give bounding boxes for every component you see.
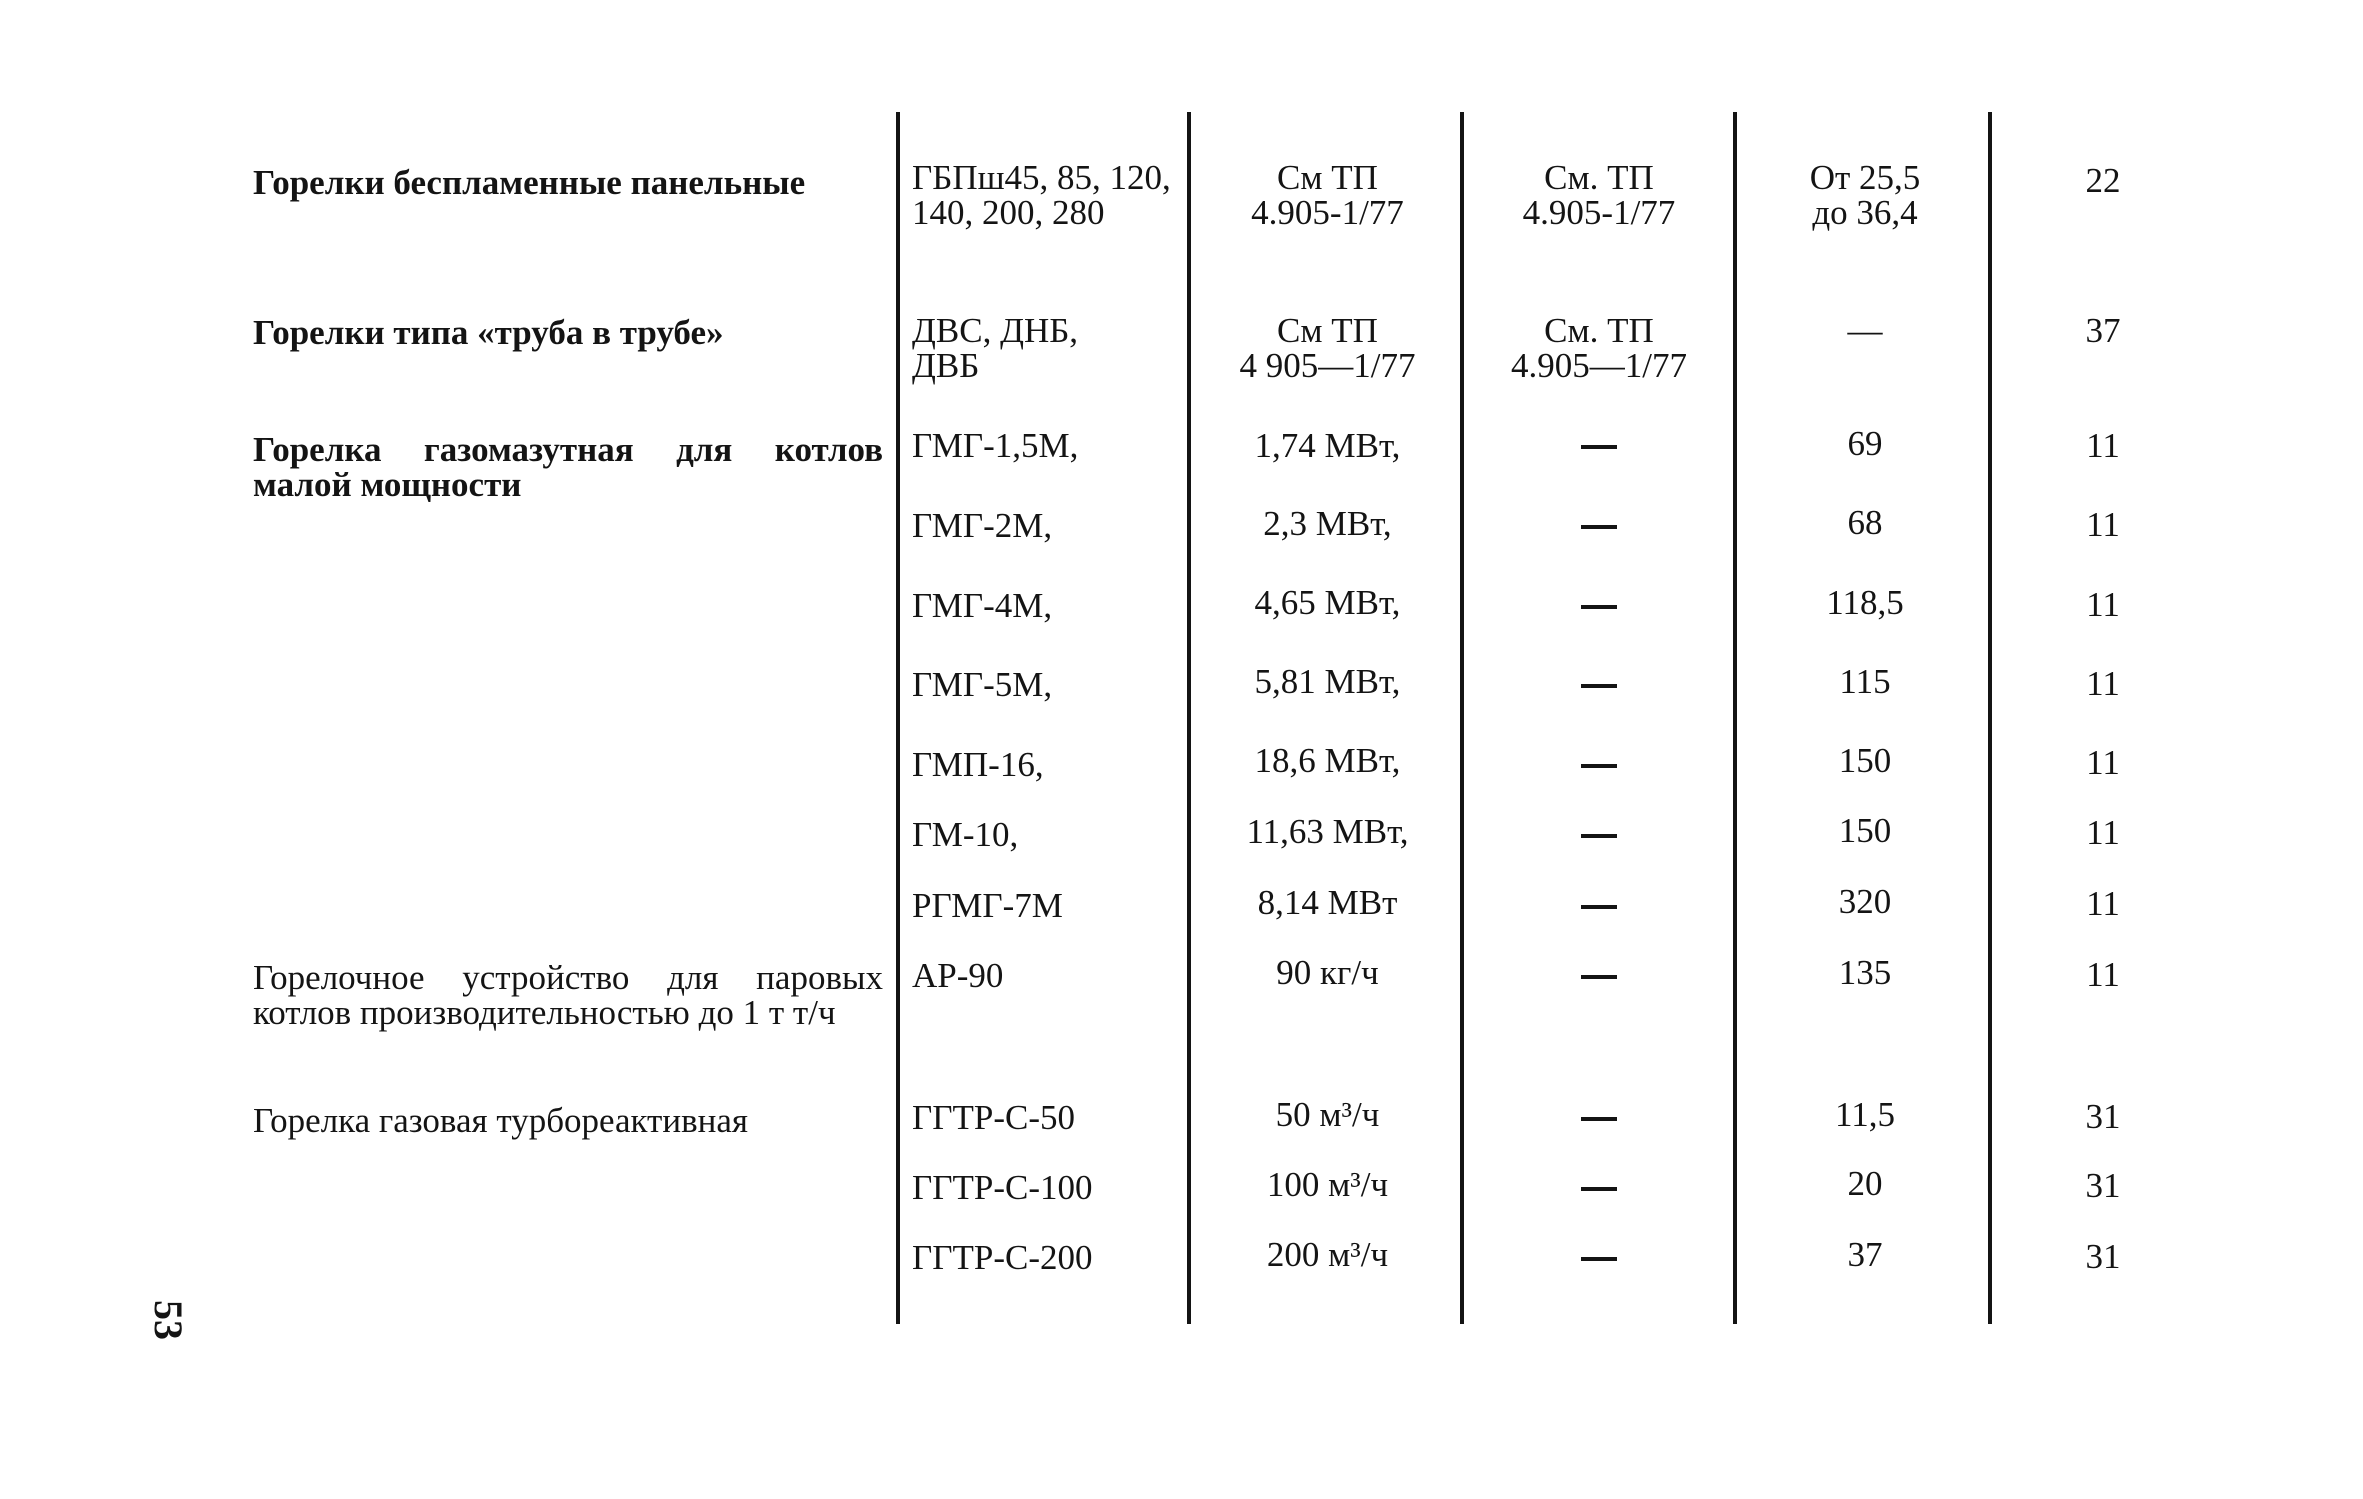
row-value: 135	[1838, 953, 1892, 992]
row-model: ГМП-16,	[912, 745, 1044, 784]
page-number: 53	[146, 1300, 191, 1340]
row-source: 22	[2085, 161, 2121, 200]
dash-mark	[1581, 605, 1617, 609]
row-reference: См ТП 4.905-1/77	[1251, 158, 1404, 232]
row-source: 31	[2085, 1097, 2121, 1136]
row-source: 11	[2086, 955, 2120, 994]
row-model: ГБПш45, 85, 120, 140, 200, 280	[912, 158, 1171, 232]
row-model: ГМ-10,	[912, 815, 1019, 854]
row-value: От 25,5 до 36,4	[1809, 158, 1921, 232]
row-reference: См ТП 4 905—1/77	[1239, 311, 1416, 385]
row-reference: См. ТП 4.905—1/77	[1511, 311, 1687, 385]
row-value: 37	[1847, 1235, 1883, 1274]
row-value: 320	[1838, 882, 1892, 921]
row-name: Горелки типа «труба в трубе»	[253, 313, 724, 352]
column-divider	[1187, 112, 1191, 1324]
row-name: Горелка газовая турбореактивная	[253, 1101, 748, 1140]
row-model: ДВС, ДНБ, ДВБ	[912, 311, 1079, 385]
row-capacity: 11,63 МВт,	[1246, 812, 1409, 851]
row-value: 68	[1847, 503, 1883, 542]
column-divider	[1460, 112, 1464, 1324]
row-reference: См. ТП 4.905-1/77	[1522, 158, 1676, 232]
row-source: 31	[2085, 1166, 2121, 1205]
dash-mark	[1581, 1257, 1617, 1261]
row-source: 11	[2086, 884, 2120, 923]
row-name: Горелочное устройство для паровых котлов производительностью до 1 т т/ч	[253, 958, 883, 1032]
row-capacity: 90 кг/ч	[1276, 953, 1379, 992]
row-model: АР-90	[912, 956, 1004, 995]
row-capacity: 200 м³/ч	[1266, 1235, 1389, 1274]
row-model: ГГТР-С-50	[912, 1098, 1075, 1137]
dash-mark	[1581, 525, 1617, 529]
row-name: Горелки беспламенные панельные	[253, 163, 806, 202]
dash-mark	[1581, 1187, 1617, 1191]
row-source: 11	[2086, 426, 2120, 465]
row-source: 11	[2086, 743, 2120, 782]
row-model: ГМГ-1,5М,	[912, 426, 1079, 465]
dash-mark	[1581, 764, 1617, 768]
row-model: ГГТР-С-200	[912, 1238, 1093, 1277]
row-source: 11	[2086, 505, 2120, 544]
row-model: ГГТР-С-100	[912, 1168, 1093, 1207]
row-value: 118,5	[1826, 583, 1904, 622]
row-capacity: 1,74 МВт,	[1254, 426, 1401, 465]
row-value: 20	[1847, 1164, 1883, 1203]
row-source: 31	[2085, 1237, 2121, 1276]
row-model: РГМГ-7М	[912, 886, 1063, 925]
row-source: 11	[2086, 585, 2120, 624]
dash-mark	[1581, 445, 1617, 449]
row-model: ГМГ-2М,	[912, 506, 1053, 545]
row-value: —	[1847, 311, 1883, 350]
column-divider	[1988, 112, 1992, 1324]
row-model: ГМГ-4М,	[912, 586, 1053, 625]
column-divider	[1733, 112, 1737, 1324]
row-source: 37	[2085, 311, 2121, 350]
row-name: Горелка газомазутная для котлов малой мощности	[253, 430, 883, 504]
column-divider	[896, 112, 900, 1324]
dash-mark	[1581, 905, 1617, 909]
row-capacity: 2,3 МВт,	[1263, 504, 1392, 543]
row-value: 150	[1838, 741, 1892, 780]
row-capacity: 50 м³/ч	[1275, 1095, 1380, 1134]
row-capacity: 8,14 МВт	[1257, 883, 1398, 922]
row-value: 115	[1839, 662, 1891, 701]
row-model: ГМГ-5М,	[912, 665, 1053, 704]
row-capacity: 4,65 МВт,	[1254, 583, 1401, 622]
dash-mark	[1581, 684, 1617, 688]
row-capacity: 5,81 МВт,	[1254, 662, 1401, 701]
row-capacity: 100 м³/ч	[1266, 1165, 1389, 1204]
row-source: 11	[2086, 664, 2120, 703]
row-value: 69	[1847, 424, 1883, 463]
dash-mark	[1581, 975, 1617, 979]
dash-mark	[1581, 1117, 1617, 1121]
dash-mark	[1581, 834, 1617, 838]
row-source: 11	[2086, 813, 2120, 852]
row-capacity: 18,6 МВт,	[1254, 741, 1401, 780]
row-value: 11,5	[1835, 1095, 1895, 1134]
row-value: 150	[1838, 811, 1892, 850]
